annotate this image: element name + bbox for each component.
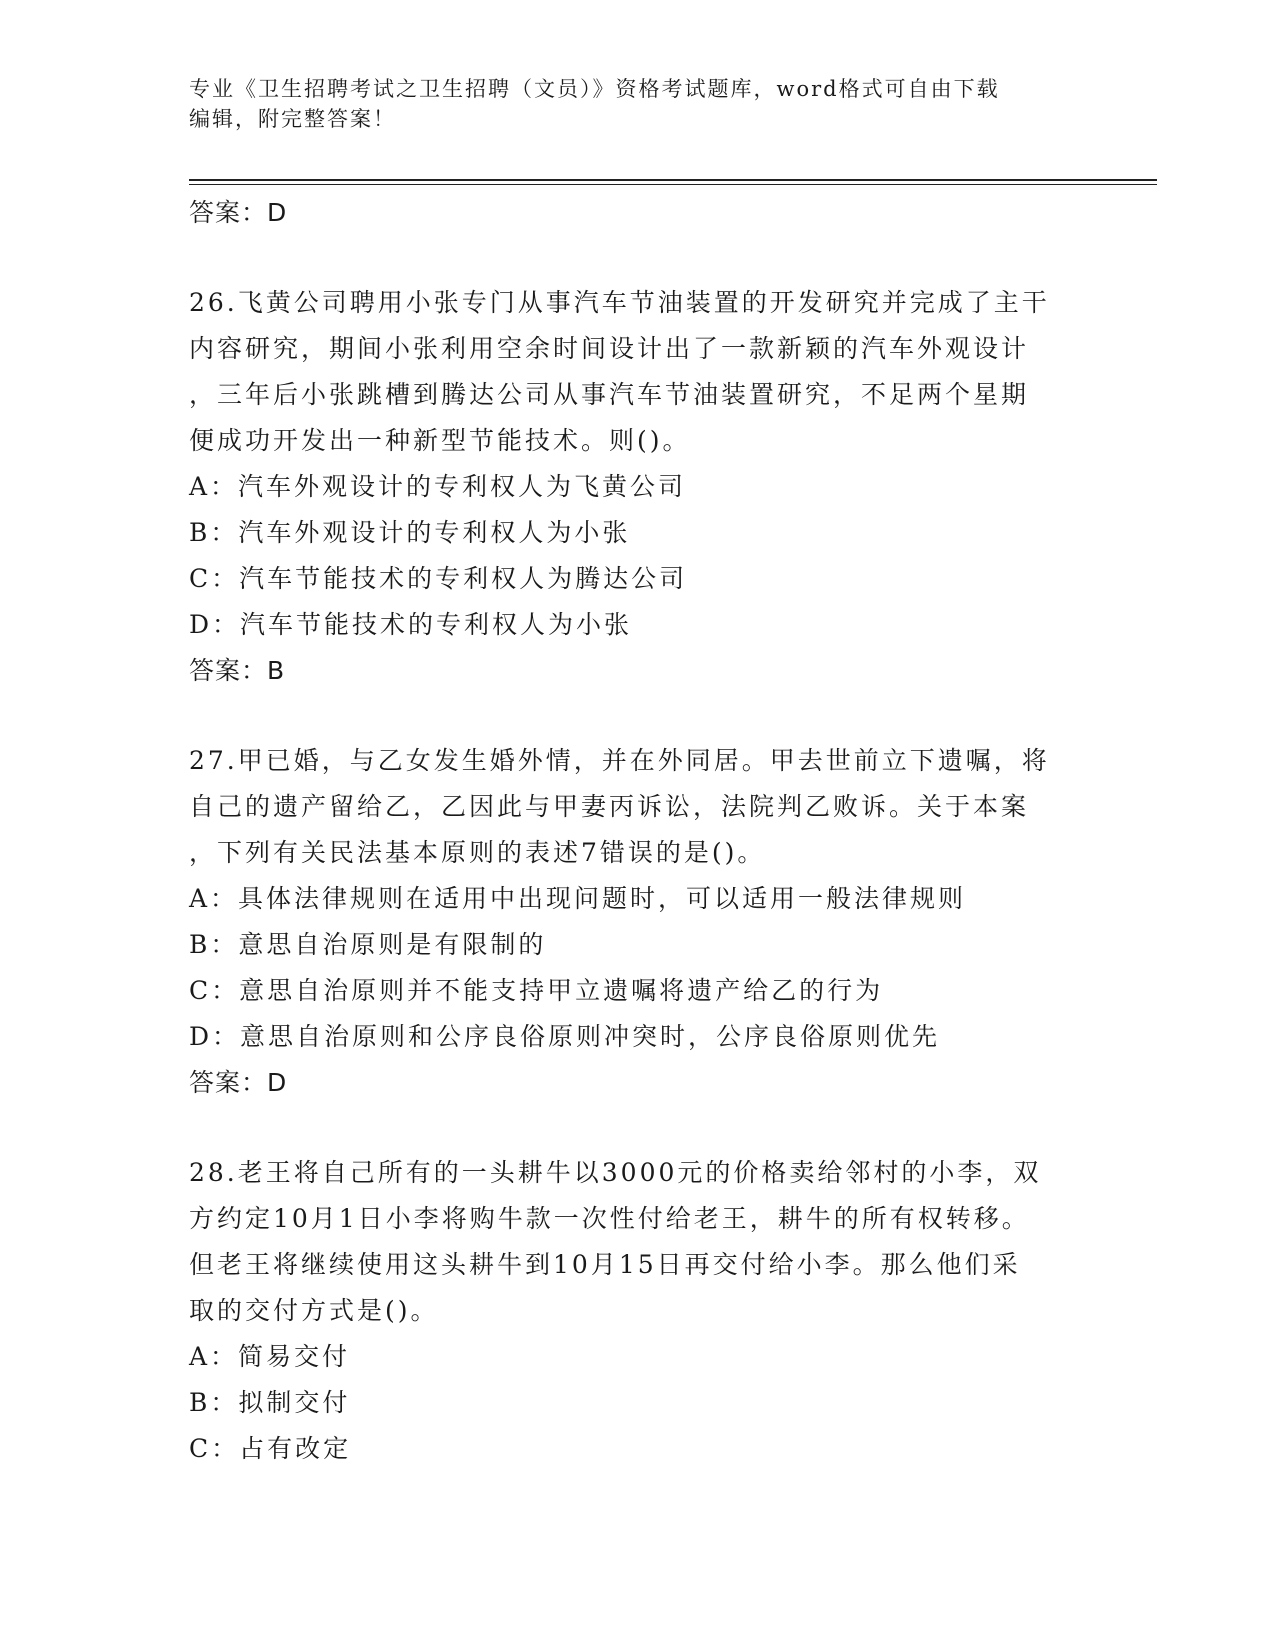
page-header [189, 74, 1069, 134]
question-stem-line: 取的交付方式是()。 [189, 1296, 439, 1325]
question-28 [189, 1150, 1089, 1472]
question-26 [189, 280, 1089, 694]
option-d: D：汽车节能技术的专利权人为小张 [189, 610, 633, 639]
question-stem-line: 但老王将继续使用这头耕牛到10月15日再交付给小李。那么他们采 [189, 1250, 1021, 1279]
question-stem-line: 26.飞黄公司聘用小张专门从事汽车节油装置的开发研究并完成了主干 [189, 288, 1050, 317]
question-27 [189, 738, 1089, 1106]
question-stem-line: ，三年后小张跳槽到腾达公司从事汽车节油装置研究，不足两个星期 [189, 380, 1030, 409]
question-stem-line: ，下列有关民法基本原则的表述7错误的是()。 [189, 838, 766, 867]
option-b: B：意思自治原则是有限制的 [189, 930, 547, 959]
option-c: C：汽车节能技术的专利权人为腾达公司 [189, 564, 688, 593]
option-b: B：汽车外观设计的专利权人为小张 [189, 518, 631, 547]
question-stem-line: 28.老王将自己所有的一头耕牛以3000元的价格卖给邻村的小李，双 [189, 1158, 1042, 1187]
question-stem-line: 内容研究，期间小张利用空余时间设计出了一款新颖的汽车外观设计 [189, 334, 1030, 363]
answer-label: 答案：B [189, 656, 286, 685]
question-stem-line: 27.甲已婚，与乙女发生婚外情，并在外同居。甲去世前立下遗嘱，将 [189, 746, 1050, 775]
option-c: C：意思自治原则并不能支持甲立遗嘱将遗产给乙的行为 [189, 976, 884, 1005]
option-c: C：占有改定 [189, 1434, 352, 1463]
option-b: B：拟制交付 [189, 1388, 351, 1417]
question-stem-line: 方约定10月1日小李将购牛款一次性付给老王，耕牛的所有权转移。 [189, 1204, 1030, 1233]
option-a: A：简易交付 [189, 1342, 351, 1371]
spacer [189, 1106, 1089, 1150]
header-line-2: 编辑，附完整答案！ [189, 107, 396, 131]
previous-answer: 答案：D [189, 198, 288, 227]
option-a: A：汽车外观设计的专利权人为飞黄公司 [189, 472, 687, 501]
spacer [189, 236, 1089, 280]
header-divider-thin [189, 184, 1157, 185]
option-d: D：意思自治原则和公序良俗原则冲突时，公序良俗原则优先 [189, 1022, 941, 1051]
question-stem-line: 自己的遗产留给乙，乙因此与甲妻丙诉讼，法院判乙败诉。关于本案 [189, 792, 1030, 821]
question-content [189, 190, 1089, 1472]
header-line-1: 专业《卫生招聘考试之卫生招聘（文员）》资格考试题库，word格式可自由下载 [189, 77, 1000, 101]
header-divider [189, 179, 1157, 181]
spacer [189, 694, 1089, 738]
answer-label: 答案：D [189, 1068, 288, 1097]
option-a: A：具体法律规则在适用中出现问题时，可以适用一般法律规则 [189, 884, 967, 913]
question-stem-line: 便成功开发出一种新型节能技术。则()。 [189, 426, 691, 455]
